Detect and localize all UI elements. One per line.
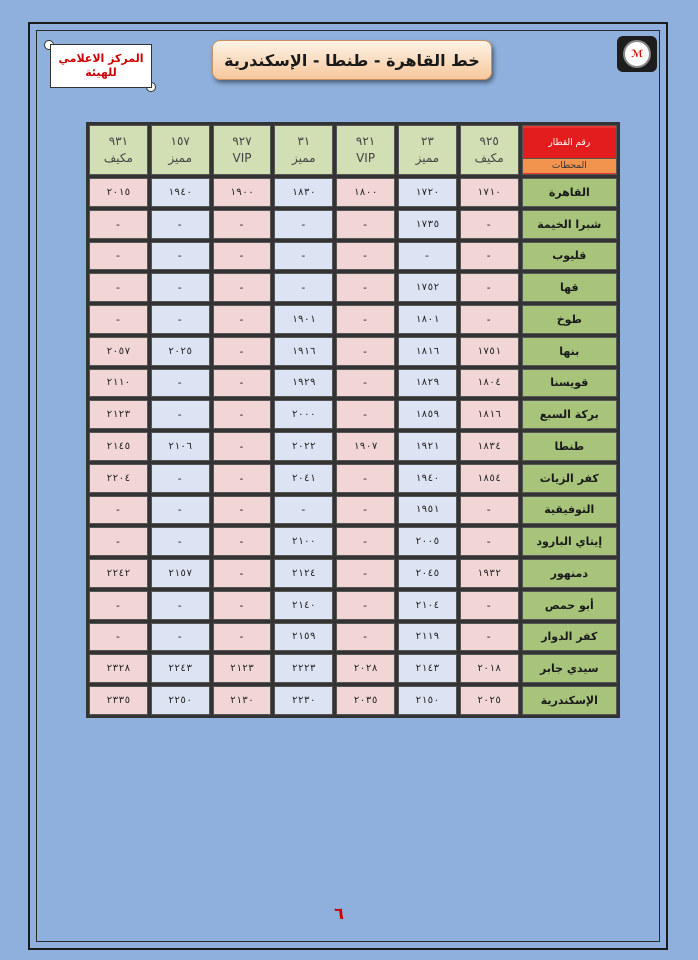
time-cell: ٢١٤٣ [398, 654, 457, 683]
time-cell: ١٨٣٠ [274, 178, 333, 207]
time-cell: ٢٠٠٠ [274, 400, 333, 429]
time-cell: - [336, 623, 395, 652]
time-cell: - [460, 591, 519, 620]
station-name: بنها [522, 337, 617, 366]
time-cell: ٢٢٤٣ [151, 654, 210, 683]
table-row [89, 210, 617, 239]
time-cell: - [274, 273, 333, 302]
badge-line-2: للهيئة [85, 66, 117, 79]
train-header [274, 125, 333, 175]
table-row [89, 591, 617, 620]
railway-logo [617, 36, 657, 72]
train-type: مكيف [474, 151, 504, 165]
time-cell: ٢٠٢٥ [460, 686, 519, 715]
time-cell: - [151, 369, 210, 398]
time-cell: ٢١٥٧ [151, 559, 210, 588]
train-type: مميز [291, 151, 316, 165]
table-row [89, 527, 617, 556]
time-cell: - [336, 591, 395, 620]
time-cell: - [213, 527, 272, 556]
station-name: بركة السبع [522, 400, 617, 429]
time-cell: ١٩٤٠ [398, 464, 457, 493]
time-cell: - [89, 527, 148, 556]
train-number: ٩٢٧ [232, 134, 252, 148]
time-cell: - [336, 496, 395, 525]
time-cell: - [460, 305, 519, 334]
time-cell: ١٨٢٩ [398, 369, 457, 398]
station-name: كفر الزيات [522, 464, 617, 493]
time-cell: - [213, 242, 272, 271]
time-cell: ٢٠٥٧ [89, 337, 148, 366]
time-cell: ١٧٥١ [460, 337, 519, 366]
time-cell: ٢٠٣٥ [336, 686, 395, 715]
time-cell: - [213, 305, 272, 334]
time-cell: - [89, 496, 148, 525]
station-name: دمنهور [522, 559, 617, 588]
time-cell: - [460, 210, 519, 239]
badge-line-1: المركز الاعلامي [58, 52, 144, 65]
time-cell: - [336, 242, 395, 271]
time-cell: ١٨٣٤ [460, 432, 519, 461]
time-cell: ٢٠٠٥ [398, 527, 457, 556]
train-header [460, 125, 519, 175]
time-cell: ٢٣٢٨ [89, 654, 148, 683]
train-number: ٩٣١ [108, 134, 129, 148]
time-cell: ٢٢٤٢ [89, 559, 148, 588]
table-row [89, 686, 617, 715]
time-cell: - [213, 559, 272, 588]
time-cell: - [213, 337, 272, 366]
time-cell: - [398, 242, 457, 271]
table-row [89, 273, 617, 302]
time-cell: - [151, 305, 210, 334]
time-cell: ١٨١٦ [460, 400, 519, 429]
table-row [89, 654, 617, 683]
station-name: كفر الدوار [522, 623, 617, 652]
time-cell: - [213, 369, 272, 398]
time-cell: - [336, 369, 395, 398]
train-type: مكيف [103, 151, 133, 165]
time-cell: - [336, 400, 395, 429]
station-name: إيتاي البارود [522, 527, 617, 556]
train-number: ٩٢٥ [479, 134, 499, 148]
time-cell: - [460, 242, 519, 271]
time-cell: ١٩٥١ [398, 496, 457, 525]
time-cell: ٢٠٢٨ [336, 654, 395, 683]
time-cell: ٢٠٢٢ [274, 432, 333, 461]
time-cell: ١٨٠٠ [336, 178, 395, 207]
station-name: قليوب [522, 242, 617, 271]
train-number: ٩٢١ [355, 134, 376, 148]
train-type: VIP [232, 151, 252, 165]
time-cell: ١٨١٦ [398, 337, 457, 366]
time-cell: ١٩٠١ [274, 305, 333, 334]
time-cell: - [213, 464, 272, 493]
train-type: VIP [356, 151, 376, 165]
time-cell: ٢٠٢٥ [151, 337, 210, 366]
time-cell: - [151, 496, 210, 525]
time-cell: - [213, 273, 272, 302]
table-row [89, 559, 617, 588]
time-cell: ١٨٠٤ [460, 369, 519, 398]
time-cell: ٢١٣٠ [213, 686, 272, 715]
time-cell: ٢٠١٥ [89, 178, 148, 207]
table-row [89, 496, 617, 525]
time-cell: ٢٢٣٠ [274, 686, 333, 715]
station-name: القاهرة [522, 178, 617, 207]
time-cell: ٢١٤٠ [274, 591, 333, 620]
time-cell: ٢١١٩ [398, 623, 457, 652]
time-cell: ١٩٢٩ [274, 369, 333, 398]
time-cell: ١٩٣٢ [460, 559, 519, 588]
station-name: قويسنا [522, 369, 617, 398]
time-cell: ٢٢٥٠ [151, 686, 210, 715]
stations-label: المحطات [523, 158, 616, 173]
station-name: شبرا الخيمة [522, 210, 617, 239]
timetable [86, 122, 620, 718]
station-name: سيدي جابر [522, 654, 617, 683]
time-cell: - [151, 400, 210, 429]
train-header [213, 125, 272, 175]
table-row [89, 400, 617, 429]
time-cell: ٢٠٤١ [274, 464, 333, 493]
time-cell: - [336, 305, 395, 334]
time-cell: ١٩١٦ [274, 337, 333, 366]
table-row [89, 369, 617, 398]
station-name: طنطا [522, 432, 617, 461]
time-cell: ٢١٢٤ [274, 559, 333, 588]
train-type: مميز [415, 151, 440, 165]
table-row [89, 623, 617, 652]
time-cell: - [274, 496, 333, 525]
time-cell: - [460, 496, 519, 525]
time-cell: - [151, 464, 210, 493]
time-cell: ٢١٢٣ [213, 654, 272, 683]
page-title: خط القاهرة - طنطا - الإسكندرية [212, 40, 492, 80]
station-name: الإسكندرية [522, 686, 617, 715]
train-type: مميز [168, 151, 192, 165]
train-number: ٣١ [297, 134, 311, 148]
time-cell: - [151, 591, 210, 620]
time-cell: - [213, 623, 272, 652]
time-cell: - [460, 527, 519, 556]
train-header [336, 125, 395, 175]
train-number: ١٥٧ [170, 134, 190, 148]
time-cell: ٢١٤٥ [89, 432, 148, 461]
time-cell: - [336, 527, 395, 556]
time-cell: ٢٠١٨ [460, 654, 519, 683]
table-row [89, 242, 617, 271]
time-cell: ١٨٥٤ [460, 464, 519, 493]
page-number: ٦ [334, 904, 344, 923]
time-cell: - [89, 305, 148, 334]
time-cell: ٢٣٣٥ [89, 686, 148, 715]
time-cell: - [336, 210, 395, 239]
railway-logo-icon: ℳ [623, 40, 651, 68]
time-cell: ١٩٢١ [398, 432, 457, 461]
time-cell: ١٩٠٧ [336, 432, 395, 461]
time-cell: - [336, 464, 395, 493]
time-cell: ١٨٠١ [398, 305, 457, 334]
time-cell: - [274, 210, 333, 239]
time-cell: - [89, 242, 148, 271]
time-cell: ٢١٢٣ [89, 400, 148, 429]
time-cell: ٢٢٠٤ [89, 464, 148, 493]
time-cell: - [213, 400, 272, 429]
time-cell: ١٩٤٠ [151, 178, 210, 207]
train-header [89, 125, 148, 175]
station-name: التوفيقية [522, 496, 617, 525]
time-cell: ٢٢٢٣ [274, 654, 333, 683]
station-name: طوخ [522, 305, 617, 334]
table-row [89, 305, 617, 334]
time-cell: - [151, 210, 210, 239]
table-row [89, 337, 617, 366]
time-cell: - [151, 527, 210, 556]
time-cell: ١٧٣٥ [398, 210, 457, 239]
table-row [89, 178, 617, 207]
station-name: قها [522, 273, 617, 302]
station-name: أبو حمص [522, 591, 617, 620]
time-cell: - [460, 623, 519, 652]
time-cell: - [213, 210, 272, 239]
badge-body [50, 44, 152, 88]
time-cell: - [336, 337, 395, 366]
time-cell: - [213, 432, 272, 461]
time-cell: - [151, 623, 210, 652]
time-cell: - [89, 591, 148, 620]
time-cell: ٢١٠٦ [151, 432, 210, 461]
train-number: ٢٣ [420, 134, 434, 148]
time-cell: ٢٠٤٥ [398, 559, 457, 588]
table-row [89, 464, 617, 493]
time-cell: ١٧٢٠ [398, 178, 457, 207]
timetable-grid [86, 122, 620, 718]
time-cell: - [89, 210, 148, 239]
time-cell: ٢١٠٤ [398, 591, 457, 620]
time-cell: - [336, 273, 395, 302]
time-cell: - [213, 591, 272, 620]
time-cell: - [213, 496, 272, 525]
train-number-label: رقم القطار [523, 128, 616, 158]
time-cell: - [89, 623, 148, 652]
corner-header [522, 125, 617, 175]
time-cell: - [274, 242, 333, 271]
train-header [398, 125, 457, 175]
train-header [151, 125, 210, 175]
time-cell: ١٩٠٠ [213, 178, 272, 207]
time-cell: - [151, 273, 210, 302]
time-cell: ٢١٠٠ [274, 527, 333, 556]
time-cell: ١٧٥٢ [398, 273, 457, 302]
header-row [89, 125, 617, 175]
table-row [89, 432, 617, 461]
time-cell: ٢١٥٠ [398, 686, 457, 715]
time-cell: - [151, 242, 210, 271]
time-cell: ١٧١٠ [460, 178, 519, 207]
time-cell: - [460, 273, 519, 302]
media-center-badge [44, 40, 156, 92]
time-cell: - [336, 559, 395, 588]
time-cell: ٢١١٠ [89, 369, 148, 398]
time-cell: ١٨٥٩ [398, 400, 457, 429]
time-cell: ٢١٥٩ [274, 623, 333, 652]
time-cell: - [89, 273, 148, 302]
